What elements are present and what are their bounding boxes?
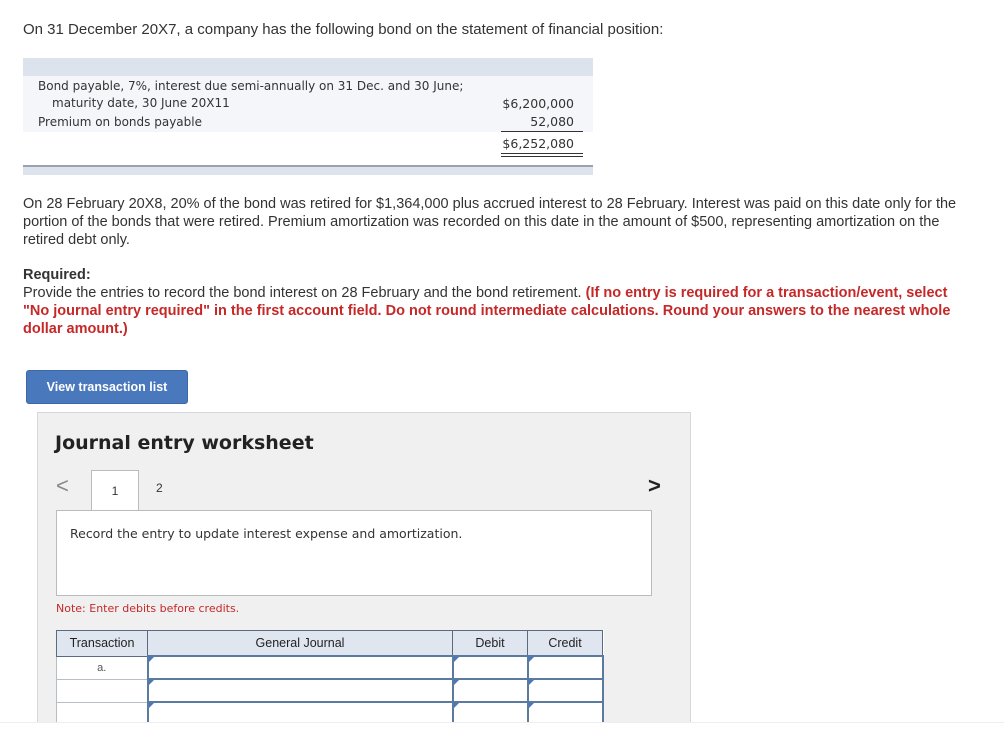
bond-table-header bbox=[23, 58, 593, 76]
scenario-paragraph: On 28 February 20X8, 20% of the bond was retired for $1,364,000 plus accrued interest to 28 February. Interest was paid on this date only for the portion of the bonds that were retired. Premium amortization was recorded on this date in the amount of $500, representing amortization on the retired debt only. bbox=[23, 196, 957, 248]
bond-amount-1: $6,200,000 bbox=[502, 96, 574, 111]
account-select[interactable] bbox=[148, 679, 453, 702]
worksheet-title: Journal entry worksheet bbox=[55, 432, 314, 454]
required-section bbox=[23, 266, 973, 338]
credit-input[interactable] bbox=[528, 679, 603, 702]
bond-line-1: Bond payable, 7%, interest due semi-annually on 31 Dec. and 30 June; bbox=[38, 79, 464, 93]
input-marker-icon bbox=[529, 703, 534, 708]
transaction-cell: a. bbox=[57, 656, 148, 679]
input-marker-icon bbox=[454, 680, 459, 685]
debit-credit-note: Note: Enter debits before credits. bbox=[56, 602, 240, 615]
credit-input[interactable] bbox=[528, 656, 603, 679]
account-select[interactable] bbox=[148, 656, 453, 679]
bond-table-footer bbox=[23, 165, 593, 175]
view-transaction-list-button[interactable]: View transaction list bbox=[26, 370, 188, 404]
subtotal-rule bbox=[501, 131, 583, 132]
tab-1-label: 1 bbox=[111, 484, 119, 498]
col-general-journal: General Journal bbox=[148, 631, 453, 657]
chevron-right-icon[interactable]: > bbox=[648, 473, 661, 498]
dropdown-marker-icon bbox=[149, 680, 154, 685]
debit-input[interactable] bbox=[453, 679, 528, 702]
table-row bbox=[57, 656, 603, 679]
required-text: Provide the entries to record the bond interest on 28 February and the bond retirement. bbox=[23, 285, 582, 301]
input-marker-icon bbox=[454, 703, 459, 708]
bond-line-3: Premium on bonds payable bbox=[38, 115, 202, 129]
journal-table bbox=[56, 630, 604, 726]
debit-input[interactable] bbox=[453, 656, 528, 679]
transaction-cell bbox=[57, 679, 148, 702]
input-marker-icon bbox=[529, 657, 534, 662]
table-row bbox=[57, 679, 603, 702]
required-heading: Required: bbox=[23, 267, 91, 283]
total-rule-2 bbox=[501, 156, 583, 157]
col-credit: Credit bbox=[528, 631, 603, 657]
dropdown-marker-icon bbox=[149, 703, 154, 708]
bond-amount-2: 52,080 bbox=[530, 114, 574, 129]
tab-1[interactable] bbox=[91, 470, 139, 511]
tab-2[interactable]: 2 bbox=[156, 481, 163, 495]
chevron-left-icon[interactable]: < bbox=[56, 473, 69, 498]
col-transaction: Transaction bbox=[57, 631, 148, 657]
bond-total: $6,252,080 bbox=[502, 136, 574, 151]
entry-instruction-box bbox=[56, 510, 652, 596]
col-debit: Debit bbox=[453, 631, 528, 657]
input-marker-icon bbox=[529, 680, 534, 685]
journal-entry-worksheet bbox=[37, 412, 691, 731]
input-marker-icon bbox=[454, 657, 459, 662]
entry-instruction: Record the entry to update interest expense and amortization. bbox=[70, 526, 463, 541]
intro-text: On 31 December 20X7, a company has the following bond on the statement of financial position: bbox=[23, 21, 664, 38]
dropdown-marker-icon bbox=[149, 657, 154, 662]
required-instruction: (If no entry is required for a transaction/event, select "No journal entry required" in the first account field. Do not round intermediate calculations. Round your answers to the nearest whole dollar amount.) bbox=[23, 285, 951, 337]
bond-line-2: maturity date, 30 June 20X11 bbox=[52, 96, 230, 110]
total-rule-1 bbox=[501, 153, 583, 154]
